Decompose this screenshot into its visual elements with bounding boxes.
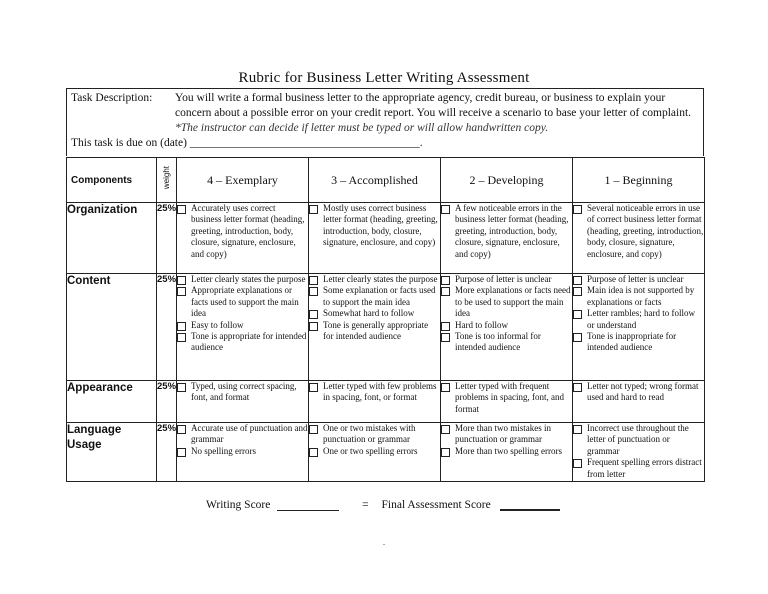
checkbox[interactable]	[177, 287, 186, 296]
header-row	[67, 158, 705, 203]
checkbox[interactable]	[441, 276, 450, 285]
checkbox[interactable]	[573, 459, 582, 468]
criterion-item	[441, 274, 572, 285]
criterion-text: Easy to follow	[191, 319, 244, 330]
criterion-text: Tone is too informal for intended audience	[455, 331, 541, 353]
checkbox[interactable]	[573, 383, 582, 392]
checkbox[interactable]	[177, 276, 186, 285]
row-weight: 25%	[157, 381, 177, 423]
level-2-cell	[441, 203, 573, 274]
checkbox[interactable]	[441, 383, 450, 392]
writing-score-blank	[277, 510, 339, 511]
criterion-text: No spelling errors	[191, 445, 256, 456]
criterion-item	[441, 446, 572, 457]
criterion-text: Typed, using correct spacing, font, and format	[191, 381, 297, 403]
row-component-name: Appearance	[67, 381, 157, 423]
criterion-text: Appropriate explanations or facts used to support the main idea	[191, 285, 299, 319]
criterion-item	[573, 285, 704, 308]
criterion-item	[177, 381, 308, 404]
criterion-text: Somewhat hard to follow	[323, 308, 415, 319]
criterion-item	[309, 308, 440, 319]
checkbox[interactable]	[177, 383, 186, 392]
criterion-item	[177, 285, 308, 319]
row-weight: 25%	[157, 274, 177, 381]
criterion-text: Accurate use of punctuation and grammar	[191, 423, 308, 445]
rubric-row	[67, 423, 705, 482]
checkbox[interactable]	[573, 287, 582, 296]
criterion-text: One or two spelling errors	[323, 445, 418, 456]
task-label: Task Description:	[71, 92, 153, 104]
level-1-header: 1 – Beginning	[573, 158, 705, 203]
criterion-item	[573, 274, 704, 285]
criterion-item	[309, 381, 440, 404]
components-header: Components	[67, 158, 157, 203]
criterion-item	[177, 423, 308, 446]
criterion-item	[441, 381, 572, 415]
checkbox[interactable]	[309, 425, 318, 434]
level-2-cell	[441, 423, 573, 482]
criterion-text: More than two mistakes in punctuation or grammar	[455, 423, 551, 445]
checkbox[interactable]	[441, 333, 450, 342]
criterion-item	[177, 274, 308, 285]
level-3-cell	[309, 274, 441, 381]
due-date-line: This task is due on (date) ________________________________________.	[71, 137, 423, 149]
criterion-item	[573, 457, 704, 480]
final-score-blank	[500, 509, 560, 511]
score-line	[206, 499, 560, 511]
checkbox[interactable]	[441, 287, 450, 296]
checkbox[interactable]	[177, 448, 186, 457]
criterion-item	[573, 308, 704, 331]
page-title: Rubric for Business Letter Writing Assessment	[238, 70, 530, 86]
criterion-item	[177, 203, 308, 260]
criterion-text: More explanations or facts need to be used to support the main idea	[455, 285, 571, 319]
criterion-item	[573, 203, 704, 260]
level-1-cell	[573, 274, 705, 381]
equals-sign: =	[362, 499, 369, 511]
criterion-item	[309, 446, 440, 457]
criterion-item	[573, 381, 704, 404]
criterion-text: Letter rambles; hard to follow or understand	[587, 308, 695, 330]
row-component-name: Content	[67, 274, 157, 381]
checkbox[interactable]	[309, 205, 318, 214]
final-score-label: Final Assessment Score	[381, 499, 491, 511]
criterion-text: Hard to follow	[455, 319, 508, 330]
task-description-box	[66, 88, 704, 156]
criterion-item	[441, 423, 572, 446]
checkbox[interactable]	[573, 276, 582, 285]
level-4-header: 4 – Exemplary	[177, 158, 309, 203]
rubric-row	[67, 381, 705, 423]
checkbox[interactable]	[177, 425, 186, 434]
task-note: *The instructor can decide if letter must be typed or will allow handwritten copy.	[175, 122, 549, 134]
checkbox[interactable]	[573, 333, 582, 342]
checkbox[interactable]	[573, 310, 582, 319]
rubric-row	[67, 274, 705, 381]
rubric-table	[66, 157, 705, 482]
criterion-text: Accurately uses correct business letter format (heading, greeting, introduction, body, closure, signature, enclosure, and copy)	[191, 203, 305, 259]
level-4-cell	[177, 381, 309, 423]
level-3-header: 3 – Accomplished	[309, 158, 441, 203]
criterion-text: Letter clearly states the purpose	[191, 274, 306, 284]
criterion-text: Tone is generally appropriate for intended audience	[323, 319, 429, 342]
criterion-text: A few noticeable errors in the business letter format (heading, greeting, introduction, body, closure, signature, enclosure, and copy)	[455, 203, 569, 259]
criterion-item	[177, 320, 308, 331]
criterion-item	[177, 446, 308, 457]
level-1-cell	[573, 381, 705, 423]
weight-header-label: weight	[162, 166, 171, 190]
criterion-item	[573, 423, 704, 457]
criterion-text: Purpose of letter is unclear	[587, 274, 684, 284]
criterion-item	[441, 285, 572, 319]
checkbox[interactable]	[309, 383, 318, 392]
criterion-text: Frequent spelling errors distract from letter	[587, 457, 702, 479]
criterion-text: Tone is inappropriate for intended audience	[587, 331, 677, 353]
criterion-item	[309, 203, 440, 249]
criterion-text: One or two mistakes with punctuation or grammar	[323, 423, 416, 445]
criterion-text: Purpose of letter is unclear	[455, 274, 552, 284]
criterion-text: Several noticeable errors in use of correct business letter format (heading, greeting, introduction, body, closure, signature, enclosure, and copy)	[587, 203, 704, 259]
criterion-text: Some explanation or facts used to support the main idea	[323, 285, 436, 307]
level-3-cell	[309, 423, 441, 482]
checkbox[interactable]	[441, 205, 450, 214]
level-1-cell	[573, 423, 705, 482]
checkbox[interactable]	[573, 205, 582, 214]
criterion-text: Letter typed with few problems in spacing, font, or format	[323, 381, 437, 403]
level-1-cell	[573, 203, 705, 274]
criterion-item	[573, 331, 704, 354]
row-component-name: Organization	[67, 203, 157, 274]
level-3-cell	[309, 203, 441, 274]
rubric-row	[67, 203, 705, 274]
row-weight: 25%	[157, 203, 177, 274]
level-4-cell	[177, 423, 309, 482]
checkbox[interactable]	[177, 205, 186, 214]
task-description: You will write a formal business letter to the appropriate agency, credit bureau, or business to explain your concern about a possible error on your credit report. You will receive a scenario to base your letter of complaint.	[175, 92, 692, 119]
criterion-text: Incorrect use throughout the letter of punctuation or grammar	[587, 423, 689, 456]
weight-header	[157, 158, 177, 203]
criterion-text: Mostly uses correct business letter format (heading, greeting, introduction, body, closure, signature, enclosure, and copy)	[323, 203, 438, 248]
checkbox[interactable]	[309, 322, 318, 331]
criterion-text: Letter typed with frequent problems in spacing, font, and format	[455, 381, 564, 414]
row-weight: 25%	[157, 423, 177, 482]
criterion-item	[177, 331, 308, 354]
checkbox[interactable]	[573, 425, 582, 434]
checkbox[interactable]	[309, 287, 318, 296]
row-component-name: Language Usage	[67, 423, 157, 482]
criterion-item	[441, 203, 572, 260]
criterion-text: More than two spelling errors	[455, 445, 562, 456]
writing-score-label: Writing Score	[206, 499, 271, 511]
criterion-text: Main idea is not supported by explanations or facts	[587, 285, 695, 307]
criterion-text: Letter clearly states the purpose	[323, 274, 438, 284]
criterion-item	[309, 423, 440, 446]
criterion-item	[309, 320, 440, 343]
criterion-item	[309, 285, 440, 308]
level-2-cell	[441, 274, 573, 381]
criterion-item	[309, 274, 440, 285]
level-4-cell	[177, 203, 309, 274]
level-2-cell	[441, 381, 573, 423]
checkbox[interactable]	[177, 322, 186, 331]
criterion-item	[441, 320, 572, 331]
page-dot: .	[383, 538, 385, 547]
checkbox[interactable]	[309, 276, 318, 285]
checkbox[interactable]	[441, 322, 450, 331]
criterion-text: Tone is appropriate for intended audience	[191, 331, 307, 353]
criterion-text: Letter not typed; wrong format used and hard to read	[587, 381, 699, 403]
task-text	[175, 91, 699, 136]
checkbox[interactable]	[177, 333, 186, 342]
level-2-header: 2 – Developing	[441, 158, 573, 203]
checkbox[interactable]	[441, 425, 450, 434]
level-4-cell	[177, 274, 309, 381]
criterion-item	[441, 331, 572, 354]
checkbox[interactable]	[441, 448, 450, 457]
checkbox[interactable]	[309, 448, 318, 457]
checkbox[interactable]	[309, 310, 318, 319]
level-3-cell	[309, 381, 441, 423]
